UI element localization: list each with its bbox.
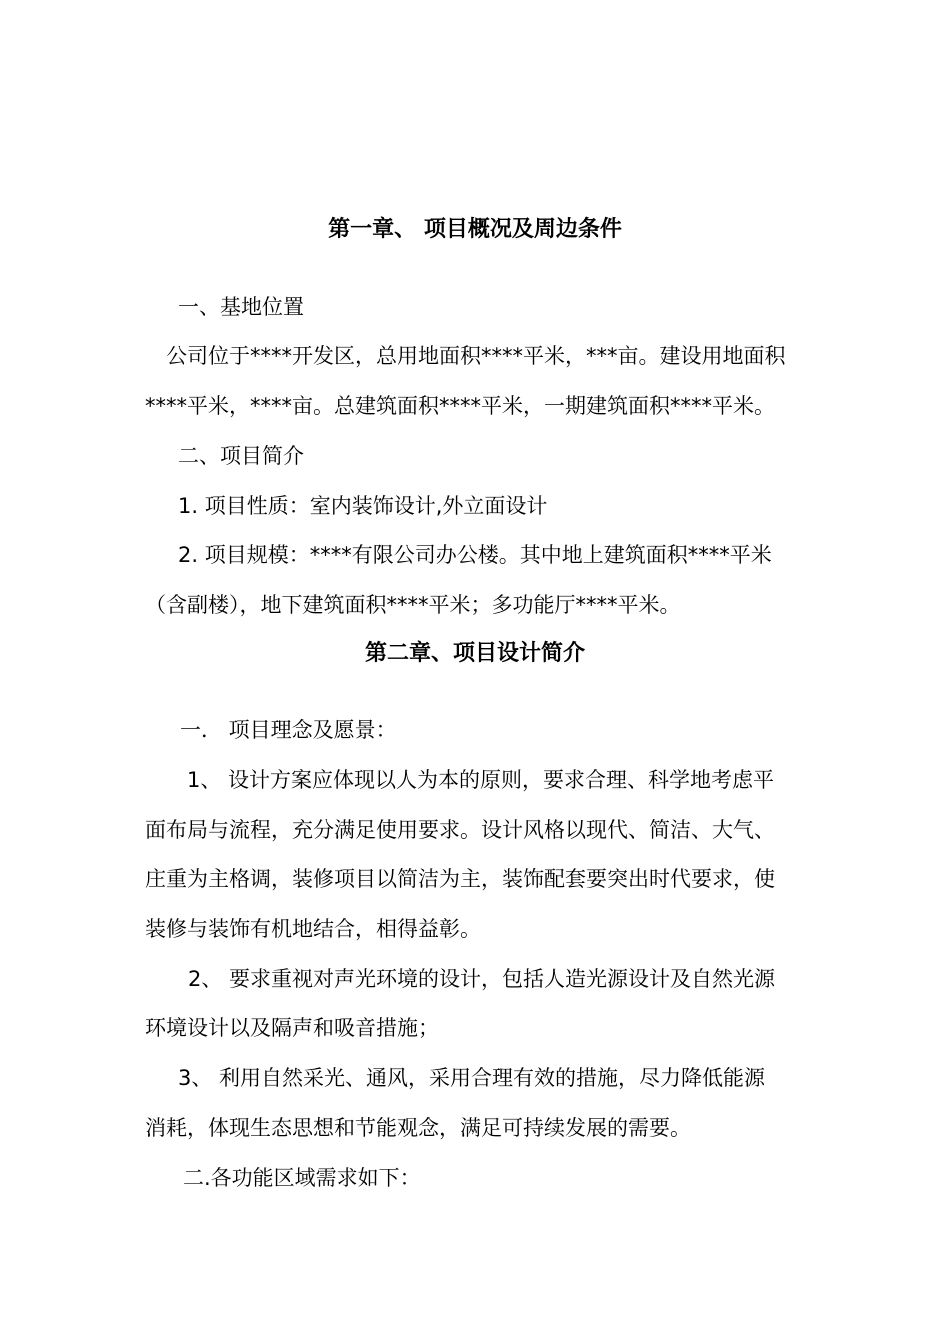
paragraph-line: 装修与装饰有机地结合，相得益彰。 bbox=[145, 917, 481, 941]
paragraph-line: 环境设计以及隔声和吸音措施； bbox=[145, 1016, 439, 1040]
paragraph-line: 3、 利用自然采光、通风，采用合理有效的措施，尽力降低能源 bbox=[178, 1066, 766, 1090]
section-heading-site-location: 一、基地位置 bbox=[178, 295, 304, 319]
paragraph-line: 2、 要求重视对声光环境的设计，包括人造光源设计及自然光源 bbox=[188, 967, 776, 991]
chapter2-title: 第二章、项目设计简介 bbox=[364, 641, 585, 666]
section-heading-concept: 一． 项目理念及愿景： bbox=[180, 718, 397, 742]
paragraph-line: （含副楼），地下建筑面积****平米；多功能厅****平米。 bbox=[145, 593, 681, 617]
chapter1-title: 第一章、 项目概况及周边条件 bbox=[328, 217, 622, 242]
paragraph-line: 消耗，体现生态思想和节能观念，满足可持续发展的需要。 bbox=[145, 1116, 691, 1140]
paragraph-line: ****平米，****亩。总建筑面积****平米，一期建筑面积****平米。 bbox=[145, 394, 775, 418]
list-item: 2. 项目规模：****有限公司办公楼。其中地上建筑面积****平米 bbox=[178, 543, 772, 567]
section-heading-function-areas: 二.各功能区域需求如下： bbox=[183, 1166, 421, 1190]
paragraph-line: 面布局与流程，充分满足使用要求。设计风格以现代、简洁、大气、 bbox=[145, 818, 775, 842]
list-item: 1. 项目性质：室内装饰设计,外立面设计 bbox=[178, 494, 548, 518]
section-heading-project-intro: 二、项目简介 bbox=[178, 444, 304, 468]
paragraph-line: 1、 设计方案应体现以人为本的原则，要求合理、科学地考虑平 bbox=[187, 768, 775, 792]
paragraph-line: 庄重为主格调，装修项目以简洁为主，装饰配套要突出时代要求，使 bbox=[145, 867, 775, 891]
paragraph-line: 公司位于****开发区，总用地面积****平米，***亩。建设用地面积 bbox=[166, 344, 786, 368]
